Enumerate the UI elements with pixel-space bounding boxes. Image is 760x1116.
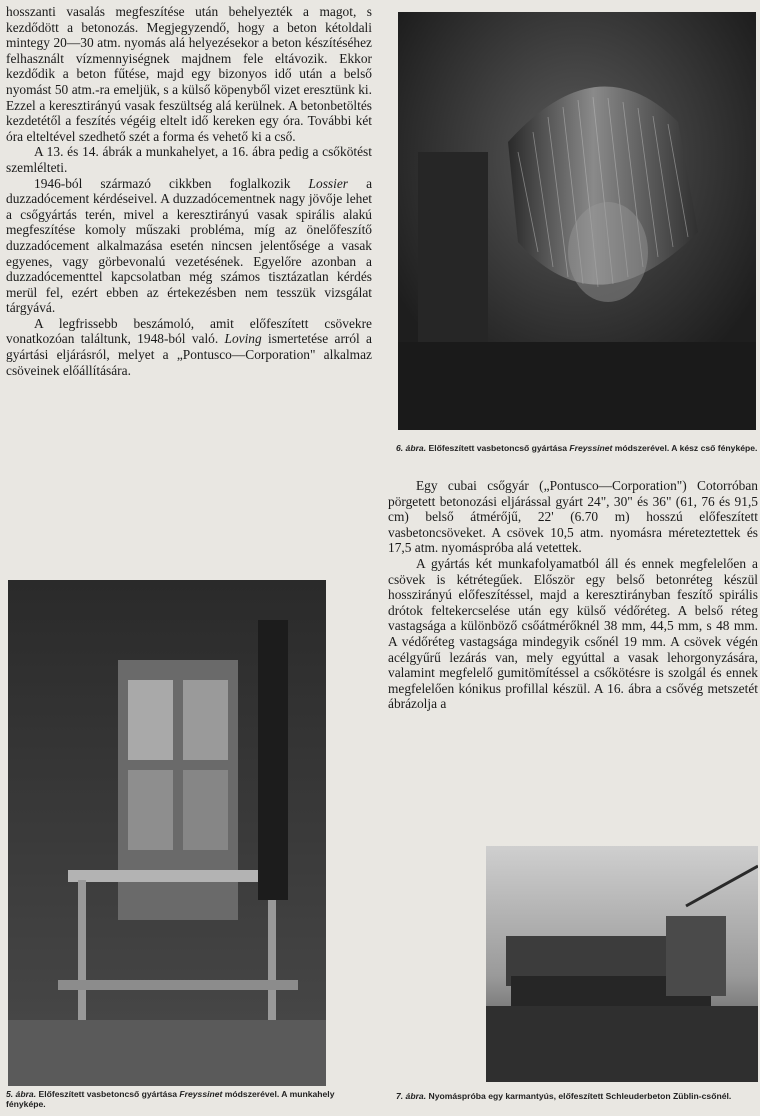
figure-5-photo (8, 580, 326, 1086)
paragraph-3: 1946-ból származó cikkben foglalkozik Lossier a duzzadócement kérdéseivel. A duzzadócementnek nagy jövője lehet a csőgyártás terén, mivel a keresztirányú vasak spirális alakú megfeszítése komoly műszaki probléma, míg az önelőfeszítő duzzadócement alkalmazása esetén nincsen jelentősége a vasak egyenes, vagy görbevonalú vezetésének. Egyelőre azonban a duzzadócementtel kapcsolatban még számos tisztázatlan kérdés merül fel, ezért ebben az értekezésben nem tesszük vizsgálat tárgyává. (6, 175, 373, 316)
figure-5-caption: 5. ábra. Előfeszített vasbetoncső gyártása Freyssinet módszerével. A munkahely fényképe. (6, 1089, 335, 1109)
author-name: Lossier (308, 175, 348, 191)
left-text-column (6, 4, 372, 378)
right-text-column (388, 478, 758, 712)
figure-6-photo (398, 12, 756, 430)
paragraph-1: hosszanti vasalás megfeszítése után behelyezték a magot, s kezdődött a betonozás. Megjegyzendő, hogy a beton kétoldali mintegy 20—30 atm. nyomás alá helyezésekor a beton készítéséhez felhasznált vízmennyiségnek majdnem fele eltávozik. Ekkor kezdődik a beton fűtése, majd egy bizonyos idő után a belső nyomást 50 atm.-ra emeljük, s a külső köpenyből vizet eresztünk ki. Ezzel a keresztirányú vasak feszültség alá kerülnek. A betonbetöltés kezdetétől a feszítés végéig eltelt idő kereken egy óra. További két óra elteltével szedhető szét a forma és vehető ki a cső. (6, 4, 372, 144)
paragraph-r1: Egy cubai csőgyár („Pontusco—Corporation") Cotorróban pörgetett betonozási eljárással gyárt 24", 30" és 36" (61, 76 és 91,5 cm) belső átmérőjű, 22' (6.70 m) hosszú előfeszített vasbetoncsöveket. A csövek 10,5 atm. nyomásra méreteztettek és 17,5 atm. nyomáspróba alá vetettek. (388, 478, 758, 556)
paragraph-r2: A gyártás két munkafolyamatból áll és ennek megfelelően a csövek is kétrétegűek. Először egy belső betonréteg készül hosszirányú előfeszítéssel, majd a keresztirányban feszítő spirális drótok feltekercselése után egy külső védőréteg. A belső réteg vastagsága a különböző csőátmérőknél 38 mm, 44,5 mm, s 48 mm. A védőréteg vastagsága mindegyik csőnél 19 mm. A csövek végén acélgyűrű lezárás van, mely egyúttal a vasak lehorgonyzására, valamint megfelelő gumitömítéssel a csőkötésre is szolgál és ennek megfelelően kónikus profillal készül. A 16. ábra a csővég metszetét ábrázolja a (388, 555, 758, 712)
figure-7-caption: 7. ábra. Nyomáspróba egy karmantyús, előfeszített Schleuderbeton Züblin-csőnél. (396, 1091, 732, 1101)
figure-6-caption: 6. ábra. Előfeszített vasbetoncső gyártása Freyssinet módszerével. A kész cső fényképe. (396, 443, 758, 453)
author-name: Loving (224, 331, 262, 347)
paragraph-4: A legfrissebb beszámoló, amit előfeszített csövekre vonatkozóan találtunk, 1948-ból való. Loving ismertetése arról a gyártási eljárásról, melyet a „Pontusco—Corporation" alkalmaz csöveinek előállítására. (6, 315, 372, 378)
paragraph-2: A 13. és 14. ábrák a munkahelyet, a 16. ábra pedig a csőkötést szemlélteti. (6, 144, 372, 175)
figure-7-photo (486, 846, 758, 1082)
